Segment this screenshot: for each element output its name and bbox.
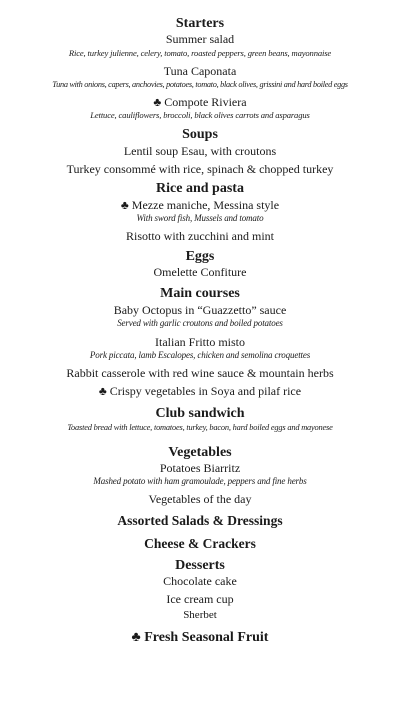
menu-item-sherbet: Sherbet [183,609,217,621]
menu-item-fritto-misto: Italian Fritto misto [155,335,245,349]
menu-item-description: Tuna with onions, capers, anchovies, potatoes, tomato, black olives, grissini and hard boiled eggs [52,80,348,89]
section-heading-soups: Soups [182,127,218,142]
menu-item-chocolate-cake: Chocolate cake [163,574,237,588]
menu-item-description: Rice, turkey julienne, celery, tomato, roasted peppers, green beans, mayonnaise [68,48,332,58]
section-heading-fresh-fruit: ♣ Fresh Seasonal Fruit [131,630,269,645]
section-heading-salads: Assorted Salads & Dressings [117,513,283,528]
menu-item-vegetables-of-the-day: Vegetables of the day [148,492,252,506]
menu-item-summer-salad: Summer salad [165,32,235,46]
menu-item-crispy-vegetables: ♣ Crispy vegetables in Soya and pilaf rice [98,384,302,398]
section-heading-eggs: Eggs [185,249,215,264]
menu-item-omelette: Omelette Confiture [153,265,247,279]
menu-item-tuna-caponata: Tuna Caponata [163,64,237,78]
menu-item-description: Toasted bread with lettuce, tomatoes, turkey, bacon, hard boiled eggs and mayonese [67,423,333,432]
menu-item-mezze-maniche: ♣ Mezze maniche, Messina style [120,198,280,212]
section-heading-rice-pasta: Rice and pasta [156,181,244,196]
menu-item-turkey-consomme: Turkey consommé with rice, spinach & chopped turkey [66,162,334,176]
menu-item-compote-riviera: ♣ Compote Riviera [153,95,247,109]
menu-item-description: Mashed potato with ham gramoulade, peppers and fine herbs [93,476,307,486]
menu-item-description: With sword fish, Mussels and tomato [136,213,264,223]
section-heading-club-sandwich: Club sandwich [155,406,245,421]
menu-item-risotto: Risotto with zucchini and mint [126,229,274,243]
menu-item-potatoes-biarritz: Potatoes Biarritz [159,461,241,475]
menu-item-ice-cream-cup: Ice cream cup [166,592,234,606]
menu-item-description: Pork piccata, lamb Escalopes, chicken and semolina croquettes [89,350,311,360]
section-heading-starters: Starters [175,16,225,31]
section-heading-desserts: Desserts [175,558,225,573]
menu-item-description: Lettuce, cauliflowers, broccoli, black olives carrots and asparagus [90,110,310,120]
section-heading-main-courses: Main courses [160,286,240,301]
menu-item-baby-octopus: Baby Octopus in “Guazzetto” sauce [113,303,287,317]
menu-item-lentil-soup: Lentil soup Esau, with croutons [123,144,277,158]
menu-item-description: Served with garlic croutons and boiled potatoes [117,318,283,328]
section-heading-cheese: Cheese & Crackers [144,536,256,551]
menu-item-rabbit-casserole: Rabbit casserole with red wine sauce & mountain herbs [66,366,334,380]
section-heading-vegetables: Vegetables [168,445,232,460]
